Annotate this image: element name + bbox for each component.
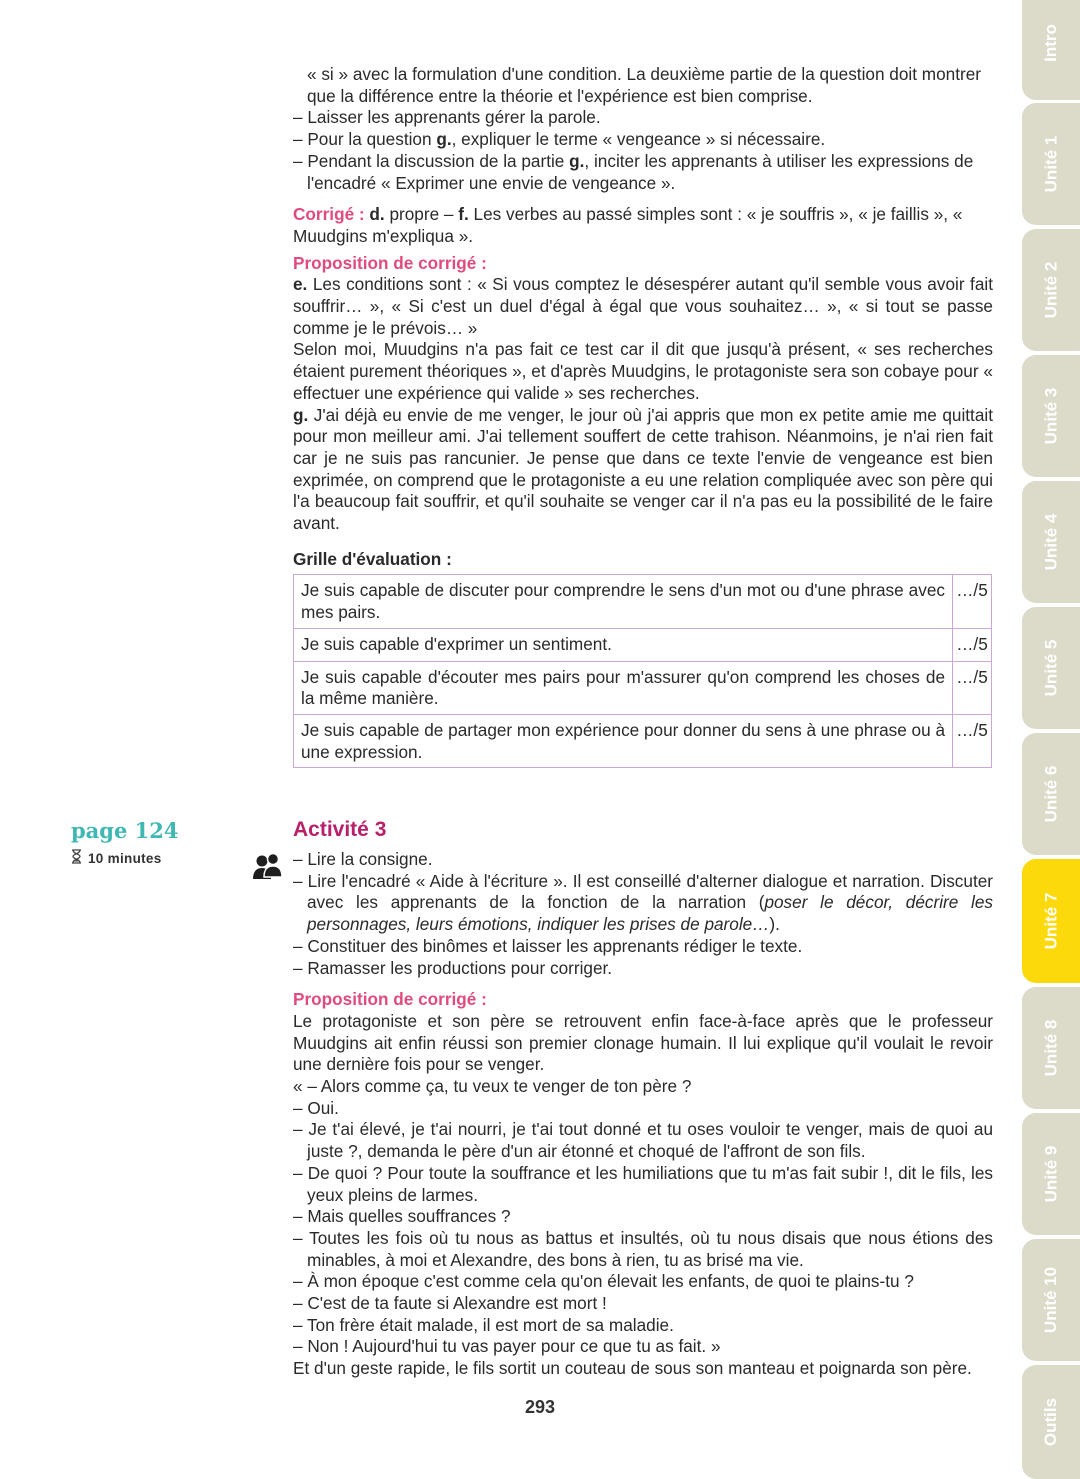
tab-unite-5[interactable]: Unité 5 bbox=[1022, 607, 1080, 729]
dialogue-line: – Toutes les fois où tu nous as battus et insultés, où tu nous disais que nous étions des minables, à moi et Alexandre, des bons à rien, tu as brisé ma vie. bbox=[293, 1227, 993, 1270]
tab-unite-4[interactable]: Unité 4 bbox=[1022, 481, 1080, 603]
grille-title: Grille d'évaluation : bbox=[293, 548, 452, 569]
hourglass-icon bbox=[71, 849, 82, 867]
bullet-item: – Pendant la discussion de la partie g., inciter les apprenants à utiliser les expressions de l'encadré « Exprimer une envie de vengeance ». bbox=[293, 150, 974, 193]
table-row: Je suis capable d'exprimer un sentiment. …/5 bbox=[294, 628, 992, 661]
step-item: – Lire la consigne. bbox=[293, 849, 433, 869]
score-cell: …/5 bbox=[953, 628, 992, 661]
bullet-item: – Pour la question g., expliquer le terme « vengeance » si nécessaire. bbox=[293, 129, 826, 150]
dialogue-line: – Ton frère était malade, il est mort de sa maladie. bbox=[293, 1314, 674, 1335]
duration: 10 minutes bbox=[71, 849, 178, 867]
tab-intro[interactable]: Intro bbox=[1022, 0, 1080, 100]
dialogue-line: – À mon époque c'est comme cela qu'on élevait les enfants, de quoi te plains-tu ? bbox=[293, 1271, 914, 1292]
dialogue-line: « – Alors comme ça, tu veux te venger de ton père ? bbox=[293, 1076, 692, 1097]
upper-section bbox=[293, 64, 993, 768]
tab-unite-10[interactable]: Unité 10 bbox=[1022, 1239, 1080, 1361]
bullet-item: – Laisser les apprenants gérer la parole. bbox=[293, 107, 601, 128]
story-intro: Le protagoniste et son père se retrouvent enfin face-à-face après que le professeur Muudgins ait enfin réussi son premier clonage humain. Il lui explique qu'il voulait le revoir une dernière fois pour se venger. bbox=[293, 1010, 993, 1075]
people-icon bbox=[252, 852, 284, 885]
tab-outils[interactable]: Outils bbox=[1022, 1365, 1080, 1479]
answer-e-opinion: Selon moi, Muudgins n'a pas fait ce test car il dit que jusqu'à présent, « ses recherches étaient purement théoriques », et d'après Muudgins, le protagoniste sera son cobaye pour « effectuer une expérience qui valide » ses recherches. bbox=[293, 339, 993, 403]
evaluation-grid bbox=[293, 574, 992, 768]
tab-unite-2[interactable]: Unité 2 bbox=[1022, 229, 1080, 351]
table-row: Je suis capable de discuter pour comprendre le sens d'un mot ou d'une phrase avec mes pairs. …/5 bbox=[294, 575, 992, 628]
page-number: 293 bbox=[524, 1397, 556, 1417]
table-row: Je suis capable d'écouter mes pairs pour m'assurer qu'on comprend les choses de la même manière. …/5 bbox=[294, 661, 992, 714]
tab-unite-7[interactable]: Unité 7 bbox=[1022, 859, 1080, 983]
tab-unite-8[interactable]: Unité 8 bbox=[1022, 987, 1080, 1109]
dialogue-line: – Mais quelles souffrances ? bbox=[293, 1206, 511, 1227]
score-cell: …/5 bbox=[953, 575, 992, 628]
dialogue-line: – De quoi ? Pour toute la souffrance et les humiliations que tu m'as fait subir !, dit le fils, les yeux pleins de larmes. bbox=[293, 1162, 993, 1205]
section-tabs bbox=[1022, 0, 1080, 1465]
corrige-paragraph: Corrigé : d. propre – f. Les verbes au passé simples sont : « je souffris », « je faillis », « Muudgins m'expliqua ». bbox=[293, 204, 963, 246]
dialogue-line: – Oui. bbox=[293, 1097, 339, 1118]
dialogue-line: – Je t'ai élevé, je t'ai nourri, je t'ai tout donné et tu oses vouloir te venger, mais de quoi au juste ?, demanda le père d'un air étonné et choqué de l'affront de son fils. bbox=[293, 1119, 993, 1162]
activity-body bbox=[293, 849, 993, 1380]
proposition-label: Proposition de corrigé : bbox=[293, 989, 487, 1010]
story-outro: Et d'un geste rapide, le fils sortit un couteau de sous son manteau et poignarda son père. bbox=[293, 1358, 972, 1379]
step-item: – Constituer des binômes et laisser les apprenants rédiger le texte. bbox=[293, 935, 803, 956]
activity-meta bbox=[71, 818, 178, 867]
step-item: – Lire l'encadré « Aide à l'écriture ». Il est conseillé d'alterner dialogue et narration. Discuter avec les apprenants de la fonction de la narration (poser le décor, décrire les personnages, leurs émotions, indiquer les prises de parole…). bbox=[293, 870, 993, 935]
score-cell: …/5 bbox=[953, 714, 992, 767]
intro-text: « si » avec la formulation d'une condition. La deuxième partie de la question doit montrer que la différence entre la théorie et l'expérience est bien comprise. bbox=[307, 64, 981, 106]
activity-title: Activité 3 bbox=[293, 818, 387, 841]
tab-unite-6[interactable]: Unité 6 bbox=[1022, 733, 1080, 855]
answer-g: g. J'ai déjà eu envie de me venger, le jour où j'ai appris que mon ex petite amie me quittait pour mon meilleur ami. J'ai tellement souffert de cette trahison. Néanmoins, je n'ai rien fait car je ne suis pas rancunier. Je pense que dans ce texte l'envie de vengeance est bien exprimée, on comprend que le protagoniste a eu une relation compliquée avec son père qui l'a beaucoup fait souffrir, et qu'il souhaite se venger car il n'a pas eu la possibilité de le faire avant. bbox=[293, 404, 993, 534]
dialogue-line: – Non ! Aujourd'hui tu vas payer pour ce que tu as fait. » bbox=[293, 1336, 721, 1357]
step-item: – Ramasser les productions pour corriger. bbox=[293, 957, 613, 978]
tab-unite-9[interactable]: Unité 9 bbox=[1022, 1113, 1080, 1235]
answer-e: e. Les conditions sont : « Si vous comptez le désespérer autant qu'il semble vous avoir fait souffrir… », « Si c'est un duel d'égal à égal que vous souhaitez… », « si tout se passe comme je le prévois… » bbox=[293, 274, 993, 338]
page-reference: page 124 bbox=[71, 818, 179, 843]
tab-unite-3[interactable]: Unité 3 bbox=[1022, 355, 1080, 477]
score-cell: …/5 bbox=[953, 661, 992, 714]
proposition-label: Proposition de corrigé : bbox=[293, 252, 487, 273]
corrige-label: Corrigé : bbox=[293, 204, 365, 225]
table-row: Je suis capable de partager mon expérience pour donner du sens à une phrase ou à une expression. …/5 bbox=[294, 714, 992, 767]
dialogue-line: – C'est de ta faute si Alexandre est mort ! bbox=[293, 1293, 607, 1314]
tab-unite-1[interactable]: Unité 1 bbox=[1022, 103, 1080, 225]
